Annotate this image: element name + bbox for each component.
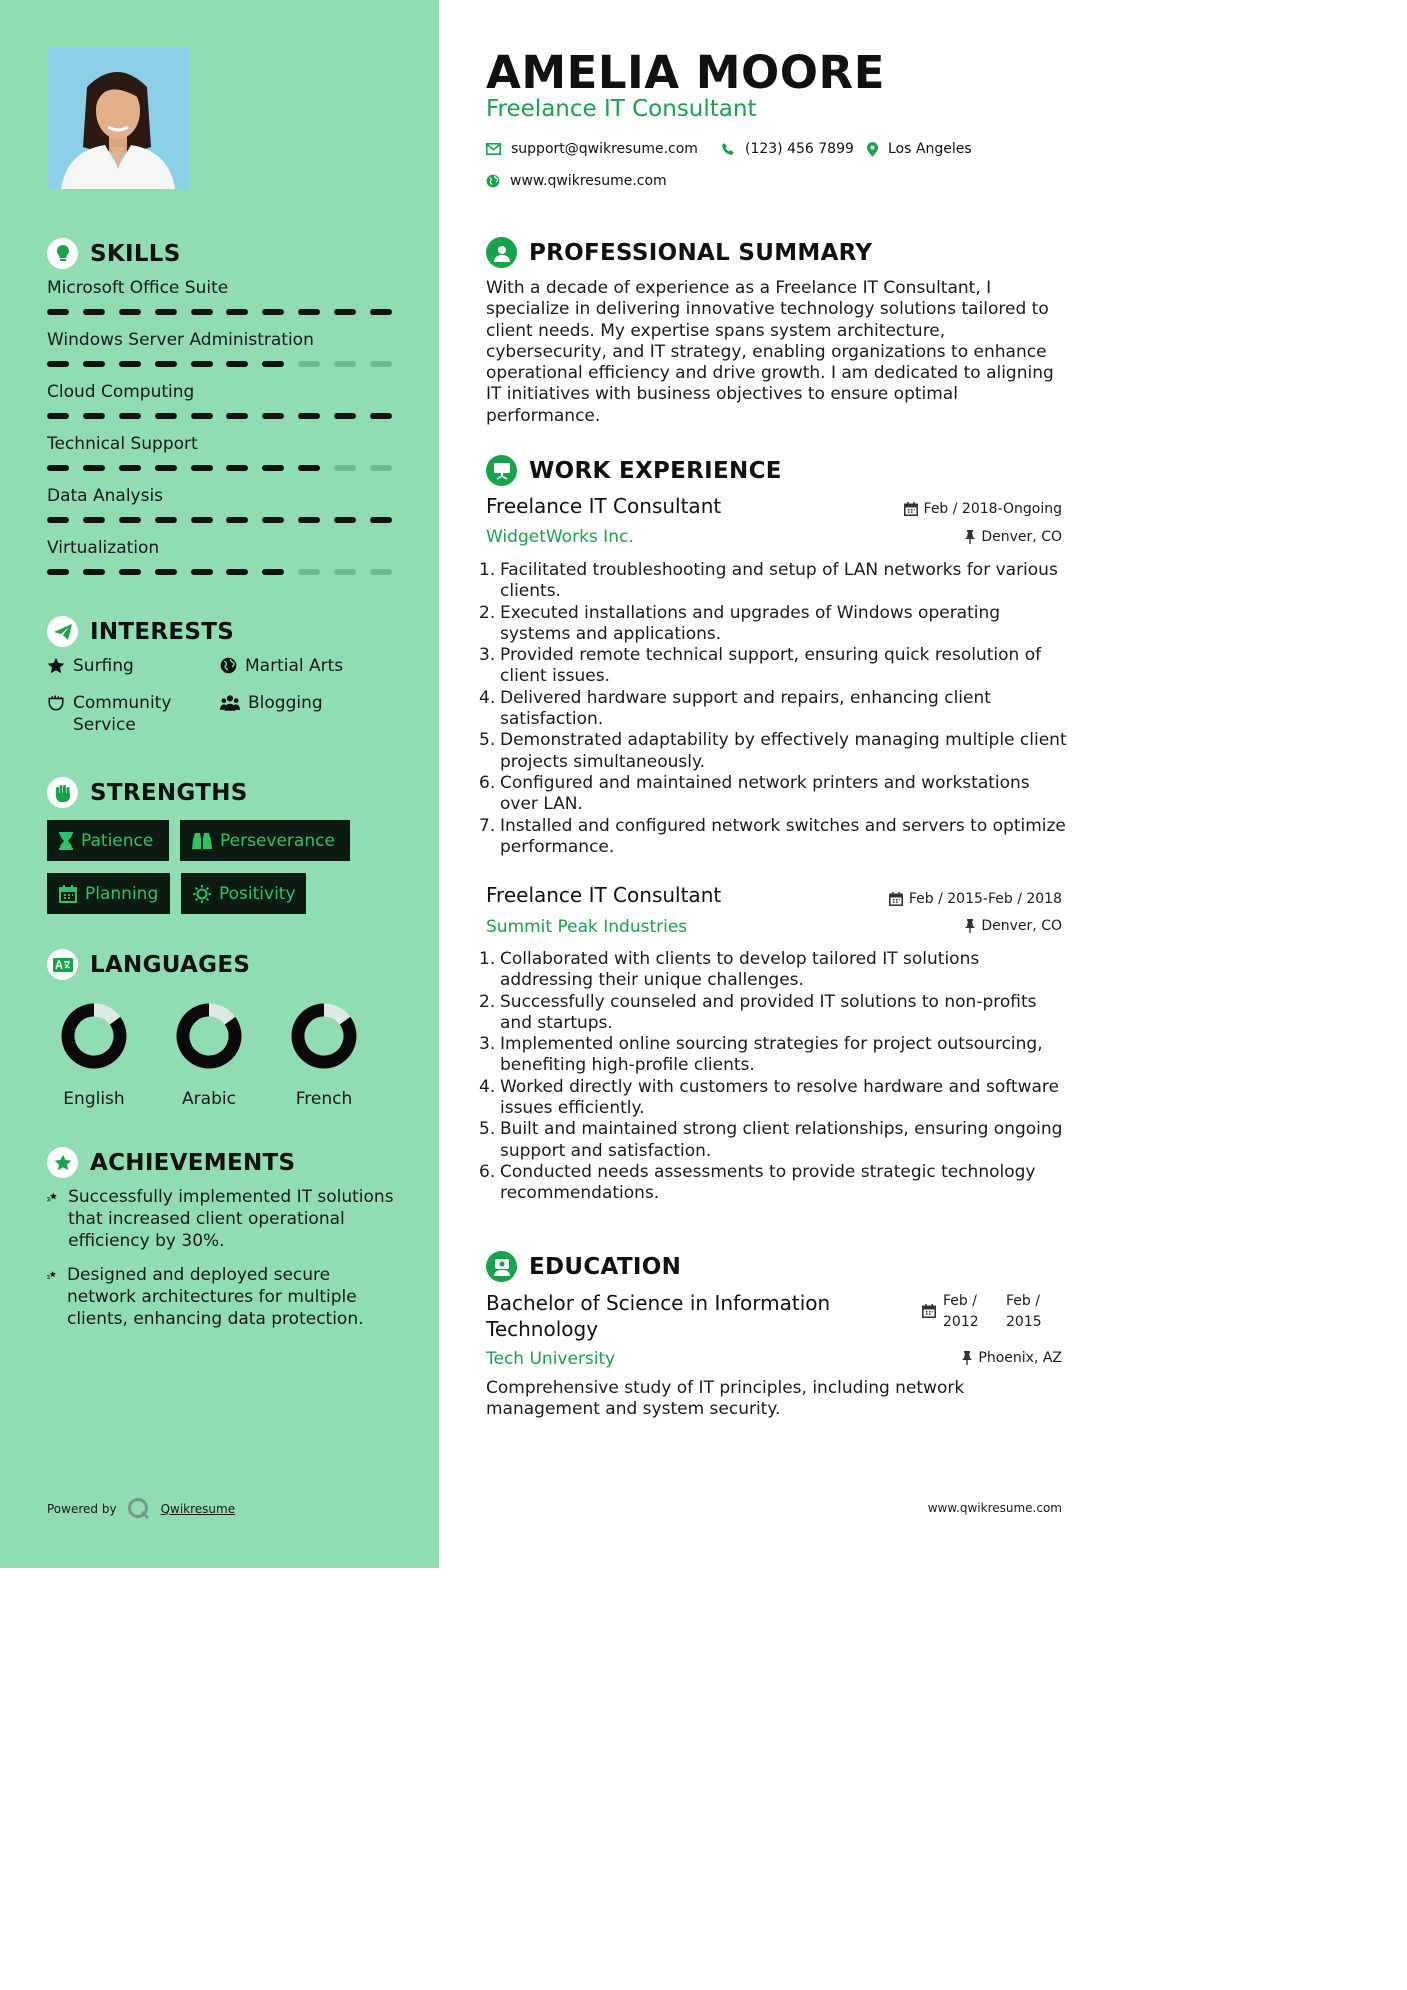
skill-dash [298,413,320,419]
skill-dash [334,361,356,367]
skill-dash [262,361,284,367]
skill-dash [155,413,177,419]
sun-icon [193,885,211,903]
calendar-icon [922,1304,936,1318]
pushpin-icon [962,1351,972,1365]
list-item: 2. Executed installations and upgrades of Windows operating systems and applications. [479,602,1001,644]
degree-name: Bachelor of Science in Information Technology [486,1291,831,1341]
list-item: 1. Collaborated with clients to develop tailored IT solutions addressing their unique challenges. [479,949,980,991]
job-role: Freelance IT Consultant [486,883,722,907]
skill-dash [334,309,356,315]
education-location [962,1350,1062,1366]
language-name: French [295,1089,353,1109]
job-dates [904,501,1062,517]
skill-dash [226,465,248,471]
globe-icon [486,174,500,188]
skill-dash [47,569,69,575]
location-text: Los Angeles [888,141,972,157]
skill-level-bar [47,569,392,575]
skill-name: Data Analysis [47,486,164,506]
skill-name: Virtualization [47,538,160,558]
skill-dash [47,309,69,315]
list-item: 6. Configured and maintained network printers and workstations over LAN. [479,772,1030,815]
skill-dash [47,361,69,367]
languages-title: LANGUAGES [90,951,251,978]
person-portrait-icon [47,47,189,189]
skill-dash [298,465,320,471]
language-icon [47,949,78,980]
job-dates [889,891,1062,907]
skill-dash [370,309,392,315]
skill-item [47,380,392,419]
interest-item [47,692,197,736]
skill-dash [226,569,248,575]
skill-dash [83,361,105,367]
interests-heading [47,616,234,647]
skill-dash [370,361,392,367]
brand-link[interactable]: Qwikresume [160,1502,236,1516]
hourglass-icon [59,832,73,850]
language-item [169,1001,249,1109]
lightbulb-icon [47,238,78,269]
achievement-text: Designed and deployed secure network architectures for multiple clients, enhancing data protection. [66,1265,364,1329]
skill-dash [262,465,284,471]
strength-chip [47,820,169,861]
list-item: 2. Successfully counseled and provided IT solutions to non-profits and startups. [479,991,1037,1033]
pushpin-icon [965,530,975,544]
strength-chip [47,873,170,914]
globe-icon [220,657,237,674]
interest-item [47,655,134,677]
skill-level-bar [47,465,392,471]
list-item: 1. Facilitated troubleshooting and setup of LAN networks for various clients. [479,560,1058,602]
language-ring [284,1001,364,1071]
shooting-star-icon [47,1186,58,1208]
main-content [439,0,1100,1568]
experience-title: WORK EXPERIENCE [529,457,782,484]
presentation-icon [486,455,517,486]
languages-heading [47,949,250,980]
phone-contact [721,141,854,157]
skill-dash [226,517,248,523]
skill-item [47,536,392,575]
skill-dash [191,517,213,523]
skill-dash [298,517,320,523]
map-pin-icon [867,142,878,157]
list-item: 5. Demonstrated adaptability by effectively managing multiple client projects simultaneously. [479,730,1067,772]
powered-by-label: Powered by [47,1502,117,1516]
language-ring [169,1001,249,1071]
strength-label: Patience [81,830,154,851]
skill-item [47,328,392,367]
skill-dash [83,413,105,419]
skill-dash [370,465,392,471]
skill-dash [226,361,248,367]
achievement-item [47,1264,397,1330]
profile-photo [47,47,189,189]
skill-dash [334,517,356,523]
skill-item [47,276,392,315]
job-company: Summit Peak Industries [486,917,688,937]
job-dates-text: Feb / 2015-Feb / 2018 [908,891,1062,907]
skill-level-bar [47,517,392,523]
calendar-icon [889,892,903,906]
job-location [965,529,1062,545]
skill-item [47,484,392,523]
skill-level-bar [47,413,392,419]
skills-title: SKILLS [90,240,181,267]
strength-label: Perseverance [220,830,335,851]
summary-heading [486,237,872,268]
qwikresume-logo-icon [127,1497,151,1521]
skill-dash [119,517,141,523]
skill-dash [370,517,392,523]
shooting-star-icon [47,1264,57,1286]
job-responsibilities [479,560,1069,858]
skill-dash [262,517,284,523]
achievement-text: Successfully implemented IT solutions that increased client operational efficiency by 30%. [68,1187,394,1251]
website-contact [486,173,667,189]
skill-dash [47,517,69,523]
skill-dash [83,309,105,315]
skill-dash [83,569,105,575]
pushpin-icon [965,919,975,933]
star-badge-icon [47,1147,78,1178]
skill-dash [119,569,141,575]
language-name: English [63,1089,125,1109]
achievements-heading [47,1147,295,1178]
list-item: 3. Provided remote technical support, ensuring quick resolution of client issues. [479,645,1042,687]
skill-name: Windows Server Administration [47,330,314,350]
achievement-item [47,1186,397,1252]
email-text[interactable]: support@qwikresume.com [511,141,698,157]
skill-name: Microsoft Office Suite [47,278,229,298]
skill-dash [83,465,105,471]
language-item [54,1001,134,1109]
skill-dash [370,413,392,419]
list-item: 4. Delivered hardware support and repairs, enhancing client satisfaction. [479,687,991,730]
list-item: 4. Worked directly with customers to resolve hardware and software issues efficiently. [479,1076,1059,1119]
job-responsibilities [479,949,1069,1205]
job-company: WidgetWorks Inc. [486,527,634,547]
skill-dash [191,309,213,315]
interest-item [220,655,343,677]
skill-level-bar [47,361,392,367]
calendar-icon [904,502,918,516]
experience-heading [486,455,782,486]
skill-level-bar [47,309,392,315]
achievements-title: ACHIEVEMENTS [90,1149,296,1176]
users-icon [220,694,240,712]
user-icon [486,237,517,268]
skill-dash [119,465,141,471]
email-contact [486,141,698,157]
skill-name: Technical Support [47,434,198,454]
skill-dash [226,413,248,419]
skill-dash [155,465,177,471]
summary-title: PROFESSIONAL SUMMARY [529,239,873,266]
powered-by [47,1497,235,1521]
sidebar [0,0,439,1568]
candidate-title: Freelance IT Consultant [486,96,757,122]
education-end-date: Feb / 2015 [1006,1293,1042,1330]
skill-name: Cloud Computing [47,382,195,402]
skill-dash [262,413,284,419]
summary-text: With a decade of experience as a Freelance IT Consultant, I specialize in delivering innovative technology solutions tailored to client needs. My expertise spans system architecture, cybersecurity, and IT strategy, enabling organizations to enhance operational efficiency and drive growth. I am dedicated to aligning IT initiatives with business objectives to ensure optimal performance. [486,278,1054,426]
skill-dash [262,569,284,575]
skills-heading [47,238,181,269]
skill-dash [47,413,69,419]
skill-dash [47,465,69,471]
skill-dash [119,309,141,315]
skill-dash [298,361,320,367]
footer-url[interactable]: www.qwikresume.com [927,1501,1062,1515]
skill-dash [191,361,213,367]
graduate-icon [486,1251,517,1282]
skill-dash [155,517,177,523]
job-location-text: Denver, CO [981,918,1062,934]
skill-dash [370,569,392,575]
strength-label: Planning [85,883,159,904]
website-text[interactable]: www.qwikresume.com [510,173,667,189]
location-contact [867,141,972,157]
list-item: 5. Built and maintained strong client relationships, ensuring ongoing support and satisfaction. [479,1119,1063,1161]
calendar-icon [59,885,77,903]
education-location-text: Phoenix, AZ [978,1350,1062,1366]
strengths-heading [47,777,248,808]
interest-label: Community Service [73,693,172,735]
skill-dash [155,569,177,575]
skill-dash [298,309,320,315]
candidate-name: AMELIA MOORE [486,46,885,99]
school-name: Tech University [486,1349,616,1369]
skill-dash [155,361,177,367]
list-item: 3. Implemented online sourcing strategies for project outsourcing, benefiting high-profile clients. [479,1034,1043,1076]
strength-label: Positivity [219,883,296,904]
skill-item [47,432,392,471]
skill-dash [119,361,141,367]
strengths-title: STRENGTHS [90,779,248,806]
interest-label: Surfing [73,656,134,676]
skill-dash [191,465,213,471]
paper-plane-icon [47,616,78,647]
binoculars-icon [192,833,212,849]
skill-dash [334,569,356,575]
language-name: Arabic [182,1089,236,1109]
list-item: 7. Installed and configured network switches and servers to optimize performance. [479,815,1066,857]
strength-chip [180,820,350,861]
skill-dash [191,413,213,419]
list-item: 6. Conducted needs assessments to provide strategic technology recommendations. [479,1161,1036,1204]
interest-label: Blogging [248,693,323,713]
hand-icon [47,694,65,712]
job-location-text: Denver, CO [981,529,1062,545]
language-ring [54,1001,134,1071]
star-icon [47,657,65,675]
phone-icon [721,142,735,156]
skill-dash [119,413,141,419]
phone-text[interactable]: (123) 456 7899 [745,141,854,157]
skill-dash [334,465,356,471]
interests-title: INTERESTS [90,618,235,645]
skill-dash [191,569,213,575]
job-location [965,918,1062,934]
skill-dash [262,309,284,315]
skill-dash [298,569,320,575]
strength-chip [181,873,306,914]
skill-dash [83,517,105,523]
interest-item [220,692,323,714]
skill-dash [334,413,356,419]
job-role: Freelance IT Consultant [486,494,722,518]
skill-dash [226,309,248,315]
education-heading [486,1251,681,1282]
envelope-icon [486,143,501,155]
skill-dash [155,309,177,315]
interest-label: Martial Arts [245,656,344,676]
language-item [284,1001,364,1109]
job-dates-text: Feb / 2018-Ongoing [923,501,1062,517]
education-start-date: Feb / 2012 [943,1293,979,1330]
fist-icon [47,777,78,808]
education-title: EDUCATION [529,1253,682,1280]
education-description: Comprehensive study of IT principles, including network management and system security. [486,1378,965,1420]
